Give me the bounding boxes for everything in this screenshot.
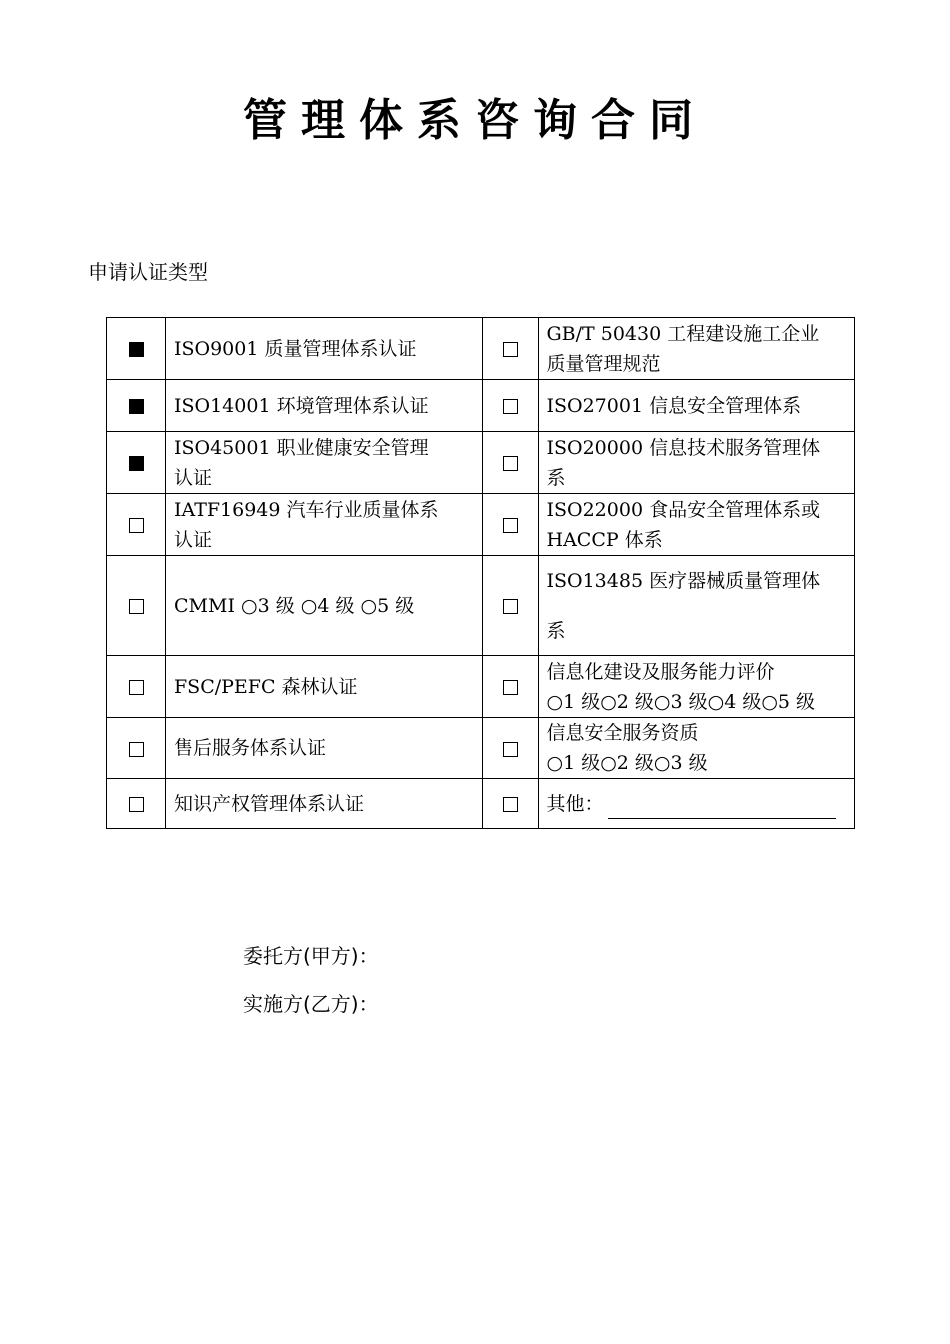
checkbox[interactable] [129,680,144,695]
checkbox[interactable] [129,742,144,757]
table-row [107,380,855,432]
cert-label: 信息安全服务资质 ○1 级○2 级○3 级 [538,718,855,779]
table-row [107,656,855,718]
checkbox[interactable] [503,599,518,614]
checkbox[interactable] [503,797,518,812]
cert-label: FSC/PEFC 森林认证 [166,656,483,718]
checkbox[interactable] [503,399,518,414]
certification-table [106,317,855,829]
cert-label: ISO22000 食品安全管理体系或 HACCP 体系 [538,494,855,556]
cert-label: ISO20000 信息技术服务管理体 系 [538,432,855,494]
table-row [107,779,855,829]
checkbox[interactable] [503,680,518,695]
cert-label: ISO45001 职业健康安全管理 认证 [166,432,483,494]
checkbox[interactable] [129,518,144,533]
checkbox[interactable] [503,518,518,533]
checkbox[interactable] [503,456,518,471]
client-label: 委托方(甲方)： [243,944,379,968]
cert-label: CMMI ○3 级 ○4 级 ○5 级 [166,556,483,656]
cert-label: ISO27001 信息安全管理体系 [538,380,855,432]
cert-label: 知识产权管理体系认证 [166,779,483,829]
checkbox[interactable] [503,342,518,357]
cert-label: ISO9001 质量管理体系认证 [166,318,483,380]
cert-label: ISO13485 医疗器械质量管理体 系 [538,556,855,656]
checkbox[interactable] [129,342,144,357]
checkbox[interactable] [129,599,144,614]
provider-label: 实施方(乙方)： [243,992,379,1016]
checkbox[interactable] [503,742,518,757]
checkbox[interactable] [129,797,144,812]
other-input-line[interactable] [608,800,836,819]
table-row [107,318,855,380]
checkbox[interactable] [129,399,144,414]
table-row [107,432,855,494]
table-row [107,494,855,556]
cert-label: 其他： [538,779,855,829]
checkbox[interactable] [129,456,144,471]
table-row [107,556,855,656]
cert-label: 售后服务体系认证 [166,718,483,779]
cert-label: IATF16949 汽车行业质量体系 认证 [166,494,483,556]
document-title: 管理体系咨询合同 [243,95,707,146]
table-row [107,718,855,779]
cert-label: GB/T 50430 工程建设施工企业 质量管理规范 [538,318,855,380]
cert-label: 信息化建设及服务能力评价 ○1 级○2 级○3 级○4 级○5 级 [538,656,855,718]
cert-label: ISO14001 环境管理体系认证 [166,380,483,432]
section-label: 申请认证类型 [88,260,208,284]
